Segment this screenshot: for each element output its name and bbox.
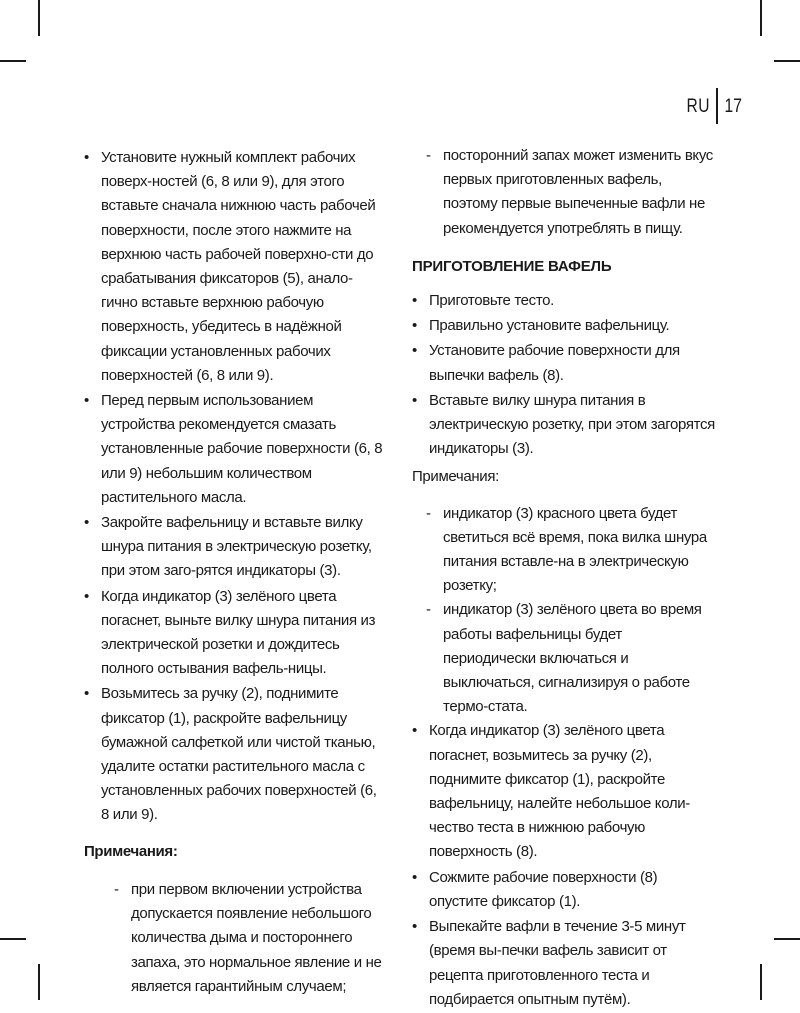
crop-mark-bottom-left [38, 964, 40, 1000]
note-item: - посторонний запах может изменить вкус первых приготовленных вафель, поэтому первые выпеченные вафли не рекомендуется употреблять в пищу. [426, 144, 718, 241]
list-item: • Закройте вафельницу и вставьте вилку шнура питания в электрическую розетку, при этом заго-рятся индикаторы (3). [84, 511, 386, 584]
list-item: • Перед первым использованием устройства рекомендуется смазать установленные рабочие поверхности (6, 8 или 9) небольшим количеством растительного масла. [84, 389, 386, 510]
list-item: • Установите рабочие поверхности для выпечки вафель (8). [412, 339, 718, 387]
list-item: • Установите нужный комплект рабочих поверх-ностей (6, 8 или 9), для этого вставьте сначала нижнюю часть рабочей поверхности, после этого нажмите на верхнюю часть рабочей поверхно-сти до срабатывания фиксаторов (5), анало-гично вставьте верхнюю рабочую поверхность, убедитесь в надёжной фиксации установленных рабочих поверхностей (6, 8 или 9). [84, 146, 386, 388]
crop-mark-top-left-h [0, 60, 26, 62]
list-item: • Сожмите рабочие поверхности (8) опустите фиксатор (1). [412, 866, 718, 914]
page-number: 17 [725, 95, 743, 117]
crop-mark-bottom-right [760, 964, 762, 1000]
language-code: RU [686, 95, 710, 117]
list-item: • Когда индикатор (3) зелёного цвета погаснет, возьмитесь за ручку (2), поднимите фиксатор (1), раскройте вафельницу, налейте небольшое коли-чество теста в нижнюю рабочую поверхность (8). [412, 719, 718, 864]
preparation-list [412, 289, 718, 461]
notes-heading: Примечания: [412, 468, 499, 486]
list-item: • Вставьте вилку шнура питания в электрическую розетку, при этом загорятся индикаторы (3). [412, 389, 718, 462]
crop-mark-top-right-h [774, 60, 800, 62]
crop-mark-top-left [38, 0, 40, 36]
right-column [412, 144, 718, 1013]
list-item: • Когда индикатор (3) зелёного цвета погаснет, выньте вилку шнура питания из электрической розетки и дождитесь полного остывания вафель-ницы. [84, 585, 386, 682]
section-title: ПРИГОТОВЛЕНИЕ ВАФЕЛЬ [412, 257, 612, 275]
list-item: • Выпекайте вафли в течение 3-5 минут (время вы-печки вафель зависит от рецепта приготовленного теста и подбирается опытным путём). [412, 915, 718, 1012]
note-item: - при первом включении устройства допускается появление небольшого количества дыма и постороннего запаха, это нормальное явление и не является гарантийным случаем; [114, 878, 386, 999]
notes-heading: Примечания: [84, 842, 178, 860]
instruction-list [84, 146, 386, 828]
crop-mark-top-right [760, 0, 762, 36]
notes-list [412, 502, 718, 720]
list-item: • Возьмитесь за ручку (2), поднимите фиксатор (1), раскройте вафельницу бумажной салфеткой или чистой тканью, удалите остатки растительного масла с установленных рабочих поверхностей (6, 8 или 9). [84, 682, 386, 827]
crop-mark-bottom-right-h [774, 938, 800, 940]
list-item: • Приготовьте тесто. [412, 289, 718, 313]
notes-list [84, 878, 386, 999]
list-item: • Правильно установите вафельницу. [412, 314, 718, 338]
note-item: - индикатор (3) зелёного цвета во время работы вафельницы будет периодически включаться и выключаться, сигнализируя о работе термо-стата. [426, 598, 718, 719]
crop-mark-bottom-left-h [0, 938, 26, 940]
left-column [84, 146, 386, 999]
baking-list [412, 719, 718, 1011]
note-item: - индикатор (3) красного цвета будет светиться всё время, пока вилка шнура питания вставле-на в электрическую розетку; [426, 502, 718, 599]
page-header [680, 88, 748, 124]
continued-notes-list [412, 144, 718, 241]
